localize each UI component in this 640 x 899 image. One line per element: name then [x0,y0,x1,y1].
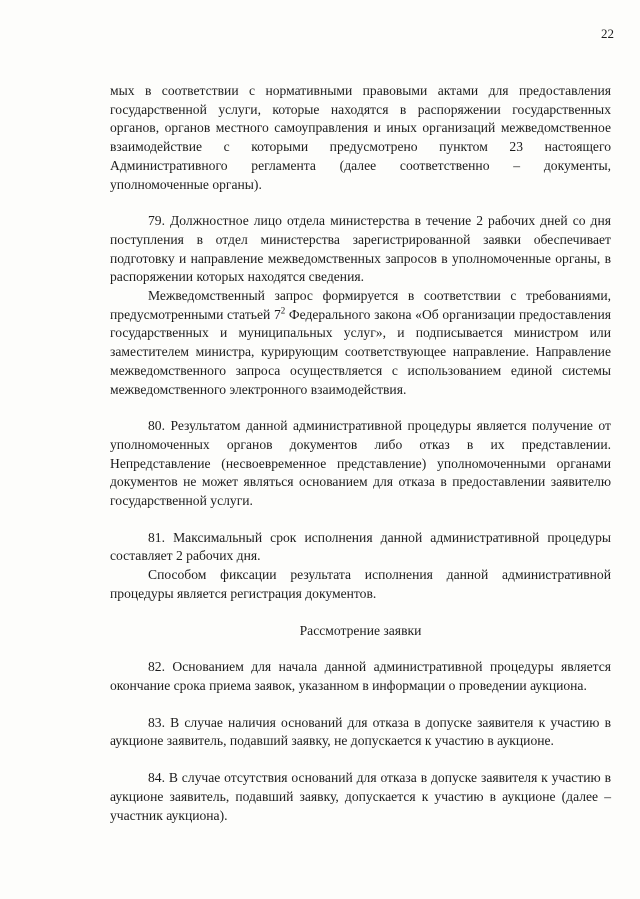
paragraph-79-continued-text-after: Федерального закона «Об организации предоставления государственных и муниципальных услуг», и подписывается министром или заместителем министра, курирующим соответствующее направление. Направление межведомственного запроса осуществляется с использованием единой системы межведомственного электронного взаимодействия. [110,306,611,397]
paragraph-79-continued-text-before: Межведомственный запрос формируется в соответствии с требованиями, предусмотренными статьей 7 [110,288,611,322]
page-number: 22 [601,26,614,41]
paragraph-80: 80. Результатом данной административной процедуры является получение от уполномоченных органов документов либо отказ в их представлении. Непредставление (несвоевременное представление) уполномоченными органами документов не может являться основанием для отказа в предоставлении заявителю государственной услуги. [110,418,611,509]
paragraph-intro: мых в соответствии с нормативными правовыми актами для предоставления государственной услуги, которые находятся в распоряжении государственных органов, органов местного самоуправления и иных организаций межведомственное взаимодействие с которыми предусмотрено пунктом 23 настоящего Административного регламента (далее соответственно – документы, уполномоченные органы). [110,83,611,192]
document-body [110,82,611,825]
paragraph-84: 84. В случае отсутствия оснований для отказа в допуске заявителя к участию в аукционе заявитель, подавший заявку, допускается к участию в аукционе (далее – участник аукциона). [110,770,611,823]
article-superscript: 2 [280,305,286,316]
paragraph-81-continued: Способом фиксации результата исполнения данной административной процедуры является регистрация документов. [110,567,611,601]
paragraph-79-continued [110,287,611,399]
paragraph-83: 83. В случае наличия оснований для отказа в допуске заявителя к участию в аукционе заявитель, подавший заявку, не допускается к участию в аукционе. [110,714,611,749]
paragraph-82: 82. Основанием для начала данной административной процедуры является окончание срока приема заявок, указанном в информации о проведении аукциона. [110,659,611,693]
paragraph-81: 81. Максимальный срок исполнения данной административной процедуры составляет 2 рабочих дня. [110,529,611,564]
section-heading: Рассмотрение заявки [299,622,422,638]
paragraph-79: 79. Должностное лицо отдела министерства в течение 2 рабочих дней со дня поступления в отдел министерства зарегистрированной заявки обеспечивает подготовку и направление межведомственных запросов в уполномоченные органы, в распоряжении которых находятся сведения. [110,213,611,285]
